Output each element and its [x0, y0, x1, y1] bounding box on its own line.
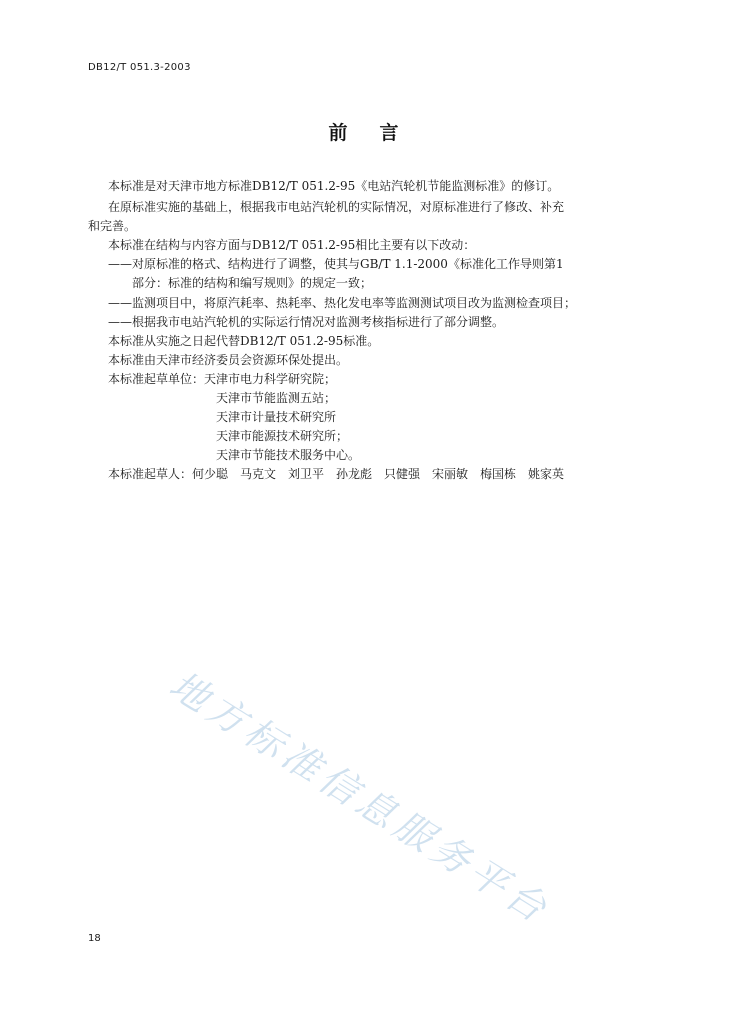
paragraph-line-10: 本标准由天津市经济委员会资源环保处提出。 — [108, 353, 349, 367]
paragraph-line-9: 本标准从实施之日起代替DB12/T 051.2-95标准。 — [108, 334, 380, 348]
drafting-unit-3: 天津市计量技术研究所 — [216, 410, 337, 424]
paragraph-line-5: ——对原标准的格式、结构进行了调整，使其与GB/T 1.1-2000《标准化工作导则第1 — [108, 257, 564, 271]
paragraph-line-8: ——根据我市电站汽轮机的实际运行情况对监测考核指标进行了部分调整。 — [108, 315, 505, 329]
drafting-unit-2: 天津市节能监测五站； — [216, 391, 337, 405]
watermark: 地方标准信息服务平台 — [161, 662, 559, 934]
paragraph-line-2: 在原标准实施的基础上，根据我市电站汽轮机的实际情况，对原标准进行了修改、补充 — [108, 200, 565, 214]
paragraph-line-1: 本标准是对天津市地方标准DB12/T 051.2-95《电站汽轮机节能监测标准》的修订。 — [108, 179, 560, 193]
paragraph-line-3: 和完善。 — [88, 219, 137, 233]
title-char-1: 前 — [328, 122, 350, 144]
page-title — [0, 118, 729, 145]
paragraph-line-4: 本标准在结构与内容方面与DB12/T 051.2-95相比主要有以下改动： — [108, 238, 476, 252]
standard-code: DB12/T 051.3-2003 — [88, 62, 191, 73]
drafting-unit-5: 天津市节能技术服务中心。 — [216, 448, 361, 462]
page-number: 18 — [88, 933, 101, 944]
title-char-2: 言 — [379, 122, 401, 144]
drafting-unit-1: 本标准起草单位：天津市电力科学研究院； — [108, 372, 337, 386]
drafting-unit-4: 天津市能源技术研究所； — [216, 429, 349, 443]
drafters-line: 本标准起草人：何少聪 马克文 刘卫平 孙龙彪 只健强 宋丽敏 梅国栋 姚家英 — [108, 467, 565, 481]
paragraph-line-6: 部分：标准的结构和编写规则》的规定一致； — [132, 276, 373, 290]
paragraph-line-7: ——监测项目中，将原汽耗率、热耗率、热化发电率等监测测试项目改为监测检查项目； — [108, 296, 577, 310]
